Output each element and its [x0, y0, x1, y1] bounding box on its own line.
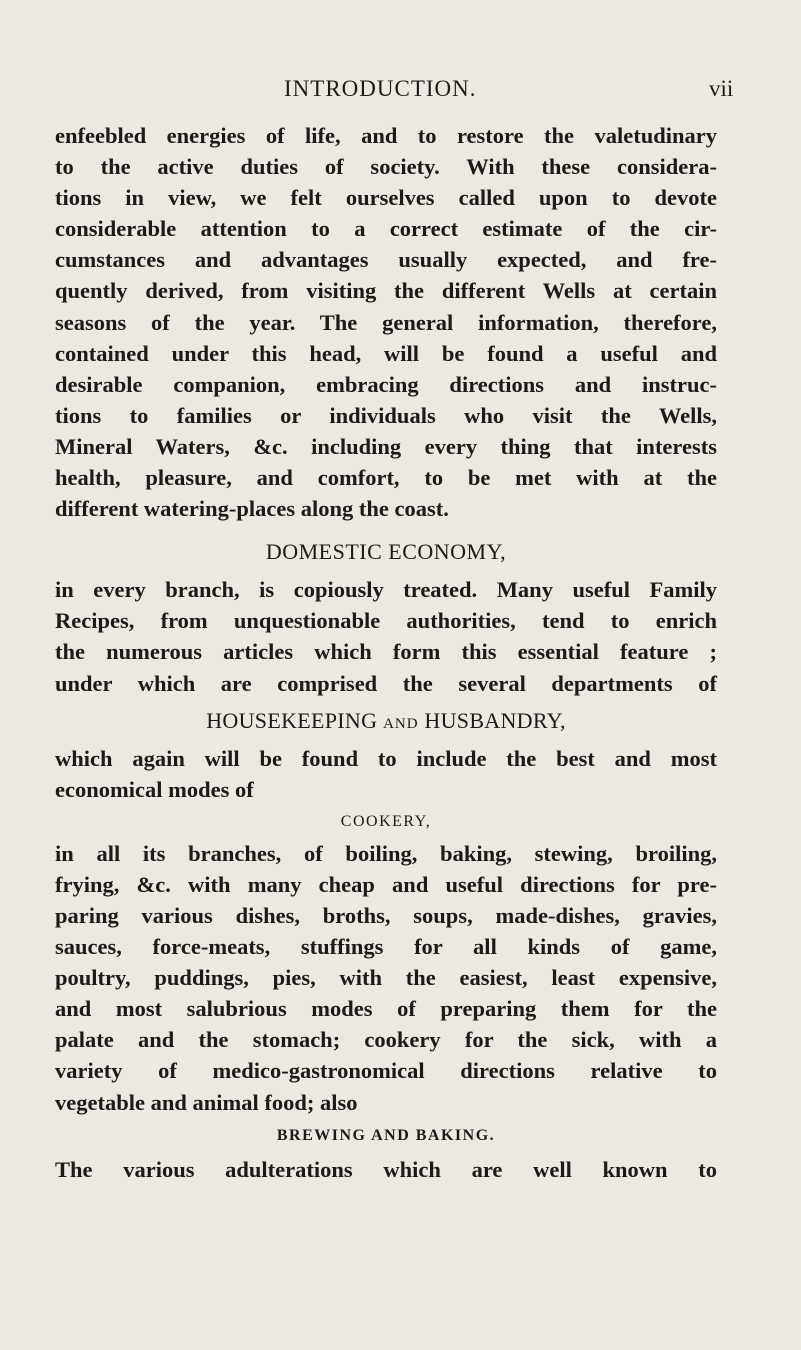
text-line: Mineral Waters, &c. including every thing that interests: [55, 433, 717, 459]
text-line: seasons of the year. The general information, therefore,: [55, 309, 717, 335]
section-heading-domestic-economy: DOMESTIC ECONOMY,: [265, 539, 507, 565]
text-line: contained under this head, will be found a useful and: [55, 340, 717, 366]
text-line: cumstances and advantages usually expected, and fre-: [55, 247, 717, 273]
text-line: paring various dishes, broths, soups, made-dishes, gravies,: [55, 902, 717, 928]
page-number: vii: [709, 76, 734, 101]
text-line: under which are comprised the several departments of: [55, 670, 717, 696]
text-line: economical modes of: [55, 776, 254, 802]
text-line: health, pleasure, and comfort, to be met with at the: [55, 465, 717, 491]
text-line: The various adulterations which are well known to: [55, 1156, 717, 1182]
text-line: and most salubrious modes of preparing them for the: [55, 996, 717, 1022]
text-line: enfeebled energies of life, and to restore the valetudinary: [55, 123, 717, 148]
section-heading-brewing: BREWING AND BAKING.: [276, 1126, 496, 1144]
text-line: palate and the stomach; cookery for the sick, with a: [55, 1027, 717, 1053]
section-heading-housekeeping: [55, 699, 717, 743]
text-line: Recipes, from unquestionable authorities, tend to enrich: [55, 608, 717, 634]
paragraph-brewing: [55, 1154, 717, 1185]
paragraph-domestic: [55, 574, 717, 698]
section-heading-cookery: COOKERY,: [340, 812, 432, 830]
text-line: poultry, puddings, pies, with the easiest, least expensive,: [55, 965, 717, 991]
text-line: desirable companion, embracing directions and instruc-: [55, 371, 717, 397]
body-text: [55, 120, 717, 1185]
page-header: [0, 76, 801, 106]
paragraph-cookery: [55, 838, 717, 1118]
text-line: tions to families or individuals who visit the Wells,: [55, 402, 717, 428]
paragraph-wells: [55, 120, 717, 524]
text-line: different watering-places along the coast.: [55, 496, 449, 522]
text-line: the numerous articles which form this essential feature ;: [55, 639, 717, 665]
text-line: in all its branches, of boiling, baking, stewing, broiling,: [55, 840, 717, 866]
text-line: sauces, force-meats, stuffings for all kinds of game,: [55, 934, 717, 960]
text-line: frying, &c. with many cheap and useful directions for pre-: [55, 871, 717, 897]
text-line: considerable attention to a correct estimate of the cir-: [55, 216, 717, 242]
text-line: quently derived, from visiting the different Wells at certain: [55, 278, 717, 304]
paragraph-housekeeping: [55, 743, 717, 805]
heading-conjunction: AND: [383, 715, 419, 732]
text-line: variety of medico-gastronomical directions relative to: [55, 1058, 717, 1084]
text-line: in every branch, is copiously treated. Many useful Family: [55, 577, 717, 603]
heading-part: HOUSEKEEPING: [206, 707, 378, 733]
text-line: to the active duties of society. With these considera-: [55, 154, 717, 180]
text-line: vegetable and animal food; also: [55, 1089, 358, 1115]
heading-part: HUSBANDRY,: [424, 707, 566, 733]
text-line: which again will be found to include the best and most: [55, 745, 717, 771]
running-title: INTRODUCTION.: [284, 76, 477, 101]
text-line: tions in view, we felt ourselves called upon to devote: [55, 185, 717, 211]
